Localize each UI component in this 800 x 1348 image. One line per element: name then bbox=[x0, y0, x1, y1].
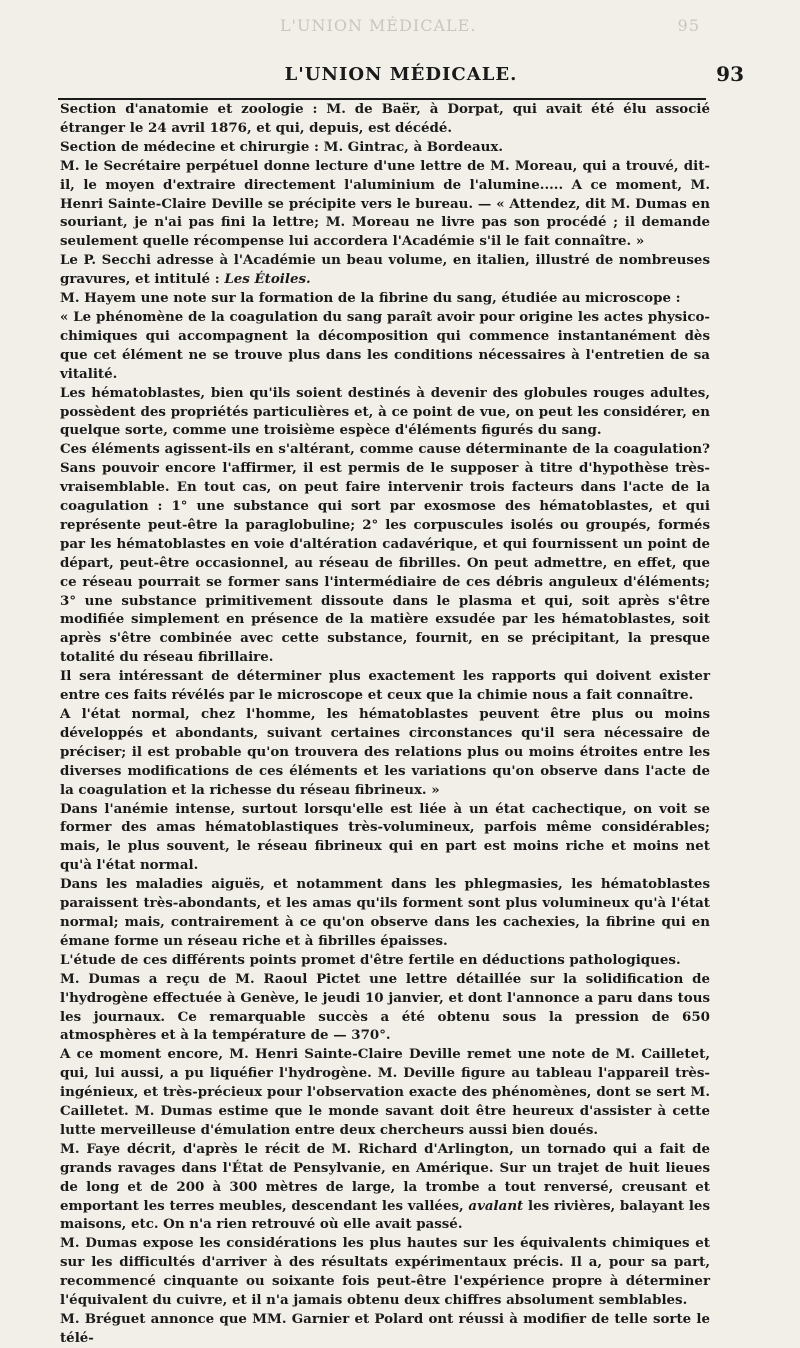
paragraph: Il sera intéressant de déterminer plus exactement les rapports qui doivent exister entre ces faits révélés par le microscope et ceux que la chimie nous a fait connaître. bbox=[60, 668, 710, 704]
paragraph-text: Le P. Secchi adresse à l'Académie un beau volume, en italien, illustré de nombreuses gravures, et intitulé : bbox=[60, 252, 710, 288]
italic-word: avalant bbox=[468, 1197, 524, 1214]
paragraph: Les hématoblastes, bien qu'ils soient destinés à devenir des globules rouges adultes, possèdent des propriétés particulières et, à ce point de vue, on peut les considérer, en quelque sorte, comme une troisième espèce d'éléments figurés du sang. bbox=[60, 384, 710, 439]
paragraph: Section d'anatomie et zoologie : M. de Baër, à Dorpat, qui avait été élu associé étranger le 24 avril 1876, et qui, depuis, est décédé. bbox=[60, 101, 710, 136]
paragraph-text: M. Faye décrit, d'après le récit de M. Richard d'Arlington, un tornado qui a fait de grands ravages dans l'État de Pensylvanie, en Amérique. Sur un trajet de huit lieues de long et de 200 à 300 mètres de large, la trombe a tout renversé, creusant et emportant les terres meubles, descendant les vallées, bbox=[60, 1140, 710, 1214]
book-title: Les Étoiles. bbox=[224, 271, 311, 288]
paragraph: A l'état normal, chez l'homme, les hématoblastes peuvent être plus ou moins développés et abondants, suivant certaines circonstances qu'il sera nécessaire de préciser; il est probable qu'on trouvera des relations plus ou moins étroites entre les diverses modifications de ces éléments et les variations qu'on observe dans l'acte de la coagulation et la richesse du réseau fibrineux. » bbox=[60, 706, 710, 798]
paragraph: Dans les maladies aiguës, et notamment dans les phlegmasies, les hématoblastes paraissent très-abondants, et les amas qu'ils forment sont plus volumineux qu'à l'état normal; mais, contrairement à ce qu'on observe dans les cachexies, la fibrine qui en émane forme un réseau riche et à fibrilles épaisses. bbox=[60, 876, 710, 949]
paragraph-text-end: les rivières, balayant les maisons, etc. On n'a rien retrouvé où elle avait passé. bbox=[60, 1197, 710, 1233]
paragraph: M. Bréguet annonce que MM. Garnier et Polard ont réussi à modifier de telle sorte le télé- bbox=[60, 1311, 710, 1346]
paragraph: M. Dumas a reçu de M. Raoul Pictet une lettre détaillée sur la solidification de l'hydrogène effectuée à Genève, le jeudi 10 janvier, et dont l'annonce a paru dans tous les journaux. Ce remarquable succès a été obtenu sous la pression de 650 atmosphères et à la température de — 370°. bbox=[60, 970, 710, 1044]
page-number: 93 bbox=[716, 62, 744, 86]
paragraph: L'étude de ces différents points promet d'être fertile en déductions pathologiques. bbox=[60, 951, 681, 968]
paragraph: M. le Secrétaire perpétuel donne lecture d'une lettre de M. Moreau, qui a trouvé, dit-il, le moyen d'extraire directement l'aluminium de l'alumine..... A ce moment, M. Henri Sainte-Claire Deville se précipite vers le bureau. — « Attendez, dit M. Dumas en souriant, je n'ai pas fini la lettre; M. Moreau ne livre pas son procédé ; il demande seulement quelle récompense lui accordera l'Académie s'il le fait connaître. » bbox=[60, 157, 710, 250]
running-header bbox=[58, 58, 744, 94]
ghost-title: L'UNION MÉDICALE. bbox=[280, 16, 477, 35]
paragraph: Section de médecine et chirurgie : M. Gintrac, à Bordeaux. bbox=[60, 138, 504, 155]
paragraph: M. Dumas expose les considérations les plus hautes sur les équivalents chimiques et sur les difficultés d'arriver à des résultats expérimentaux précis. Il a, pour sa part, recommencé cinquante ou soixante fois peut-être l'expérience propre à déterminer l'équivalent du cuivre, et il n'a jamais obtenu deux chiffres absolument semblables. bbox=[60, 1235, 710, 1309]
paragraph: A ce moment encore, M. Henri Sainte-Claire Deville remet une note de M. Cailletet, qui, lui aussi, a pu liquéfier l'hydrogène. M. Deville figure au tableau l'appareil très-ingénieux, et très-précieux pour l'observation exacte des phénomènes, dont se sert M. Cailletet. M. Dumas estime que le monde savant doit être heureux d'assister à cette lutte merveilleuse d'émulation entre deux chercheurs aussi bien doués. bbox=[60, 1046, 710, 1138]
ghost-page-number: 95 bbox=[677, 16, 700, 35]
paragraph: Ces éléments agissent-ils en s'altérant, comme cause déterminante de la coagulation? Sans pouvoir encore l'affirmer, il est permis de le supposer à titre d'hypothèse très-vraisemblable. En tout cas, on peut faire intervenir trois facteurs dans l'acte de la coagulation : 1° une substance qui sort par exosmose des hématoblastes, et qui représente peut-être la paraglobuline; 2° les corpuscules isolés ou groupés, formés par les hématoblastes en voie d'altération cadavérique, et qui fournissent un point de départ, peut-être occasionnel, au réseau de fibrilles. On peut admettre, en effet, que ce réseau pourrait se former sans l'intermédiaire de ces débris anguleux d'éléments; 3° une substance primitivement dissoute dans le plasma et qui, soit après s'être modifiée simplement en présence de la matière exsudée par les hématoblastes, soit après s'être combinée avec cette substance, fournit, en se précipitant, la presque totalité du réseau fibrillaire. bbox=[60, 441, 710, 666]
paragraph bbox=[60, 251, 710, 289]
article-body bbox=[60, 100, 710, 1346]
paragraph: M. Hayem une note sur la formation de la fibrine du sang, étudiée au microscope : bbox=[60, 290, 681, 307]
paragraph bbox=[60, 1140, 710, 1235]
paragraph: « Le phénomène de la coagulation du sang paraît avoir pour origine les actes physico-chimiques qui accompagnent la décomposition qui commence instantanément dès que cet élément ne se trouve plus dans les conditions nécessaires à l'entretien de sa vitalité. bbox=[60, 308, 710, 382]
paragraph: Dans l'anémie intense, surtout lorsqu'elle est liée à un état cachectique, on voit se former des amas hématoblastiques très-volumineux, parfois même considérables; mais, le plus souvent, le réseau fibrineux qui en part est moins riche et moins net qu'à l'état normal. bbox=[60, 800, 710, 874]
show-through-header bbox=[280, 10, 700, 40]
journal-title: L'UNION MÉDICALE. bbox=[284, 64, 518, 85]
